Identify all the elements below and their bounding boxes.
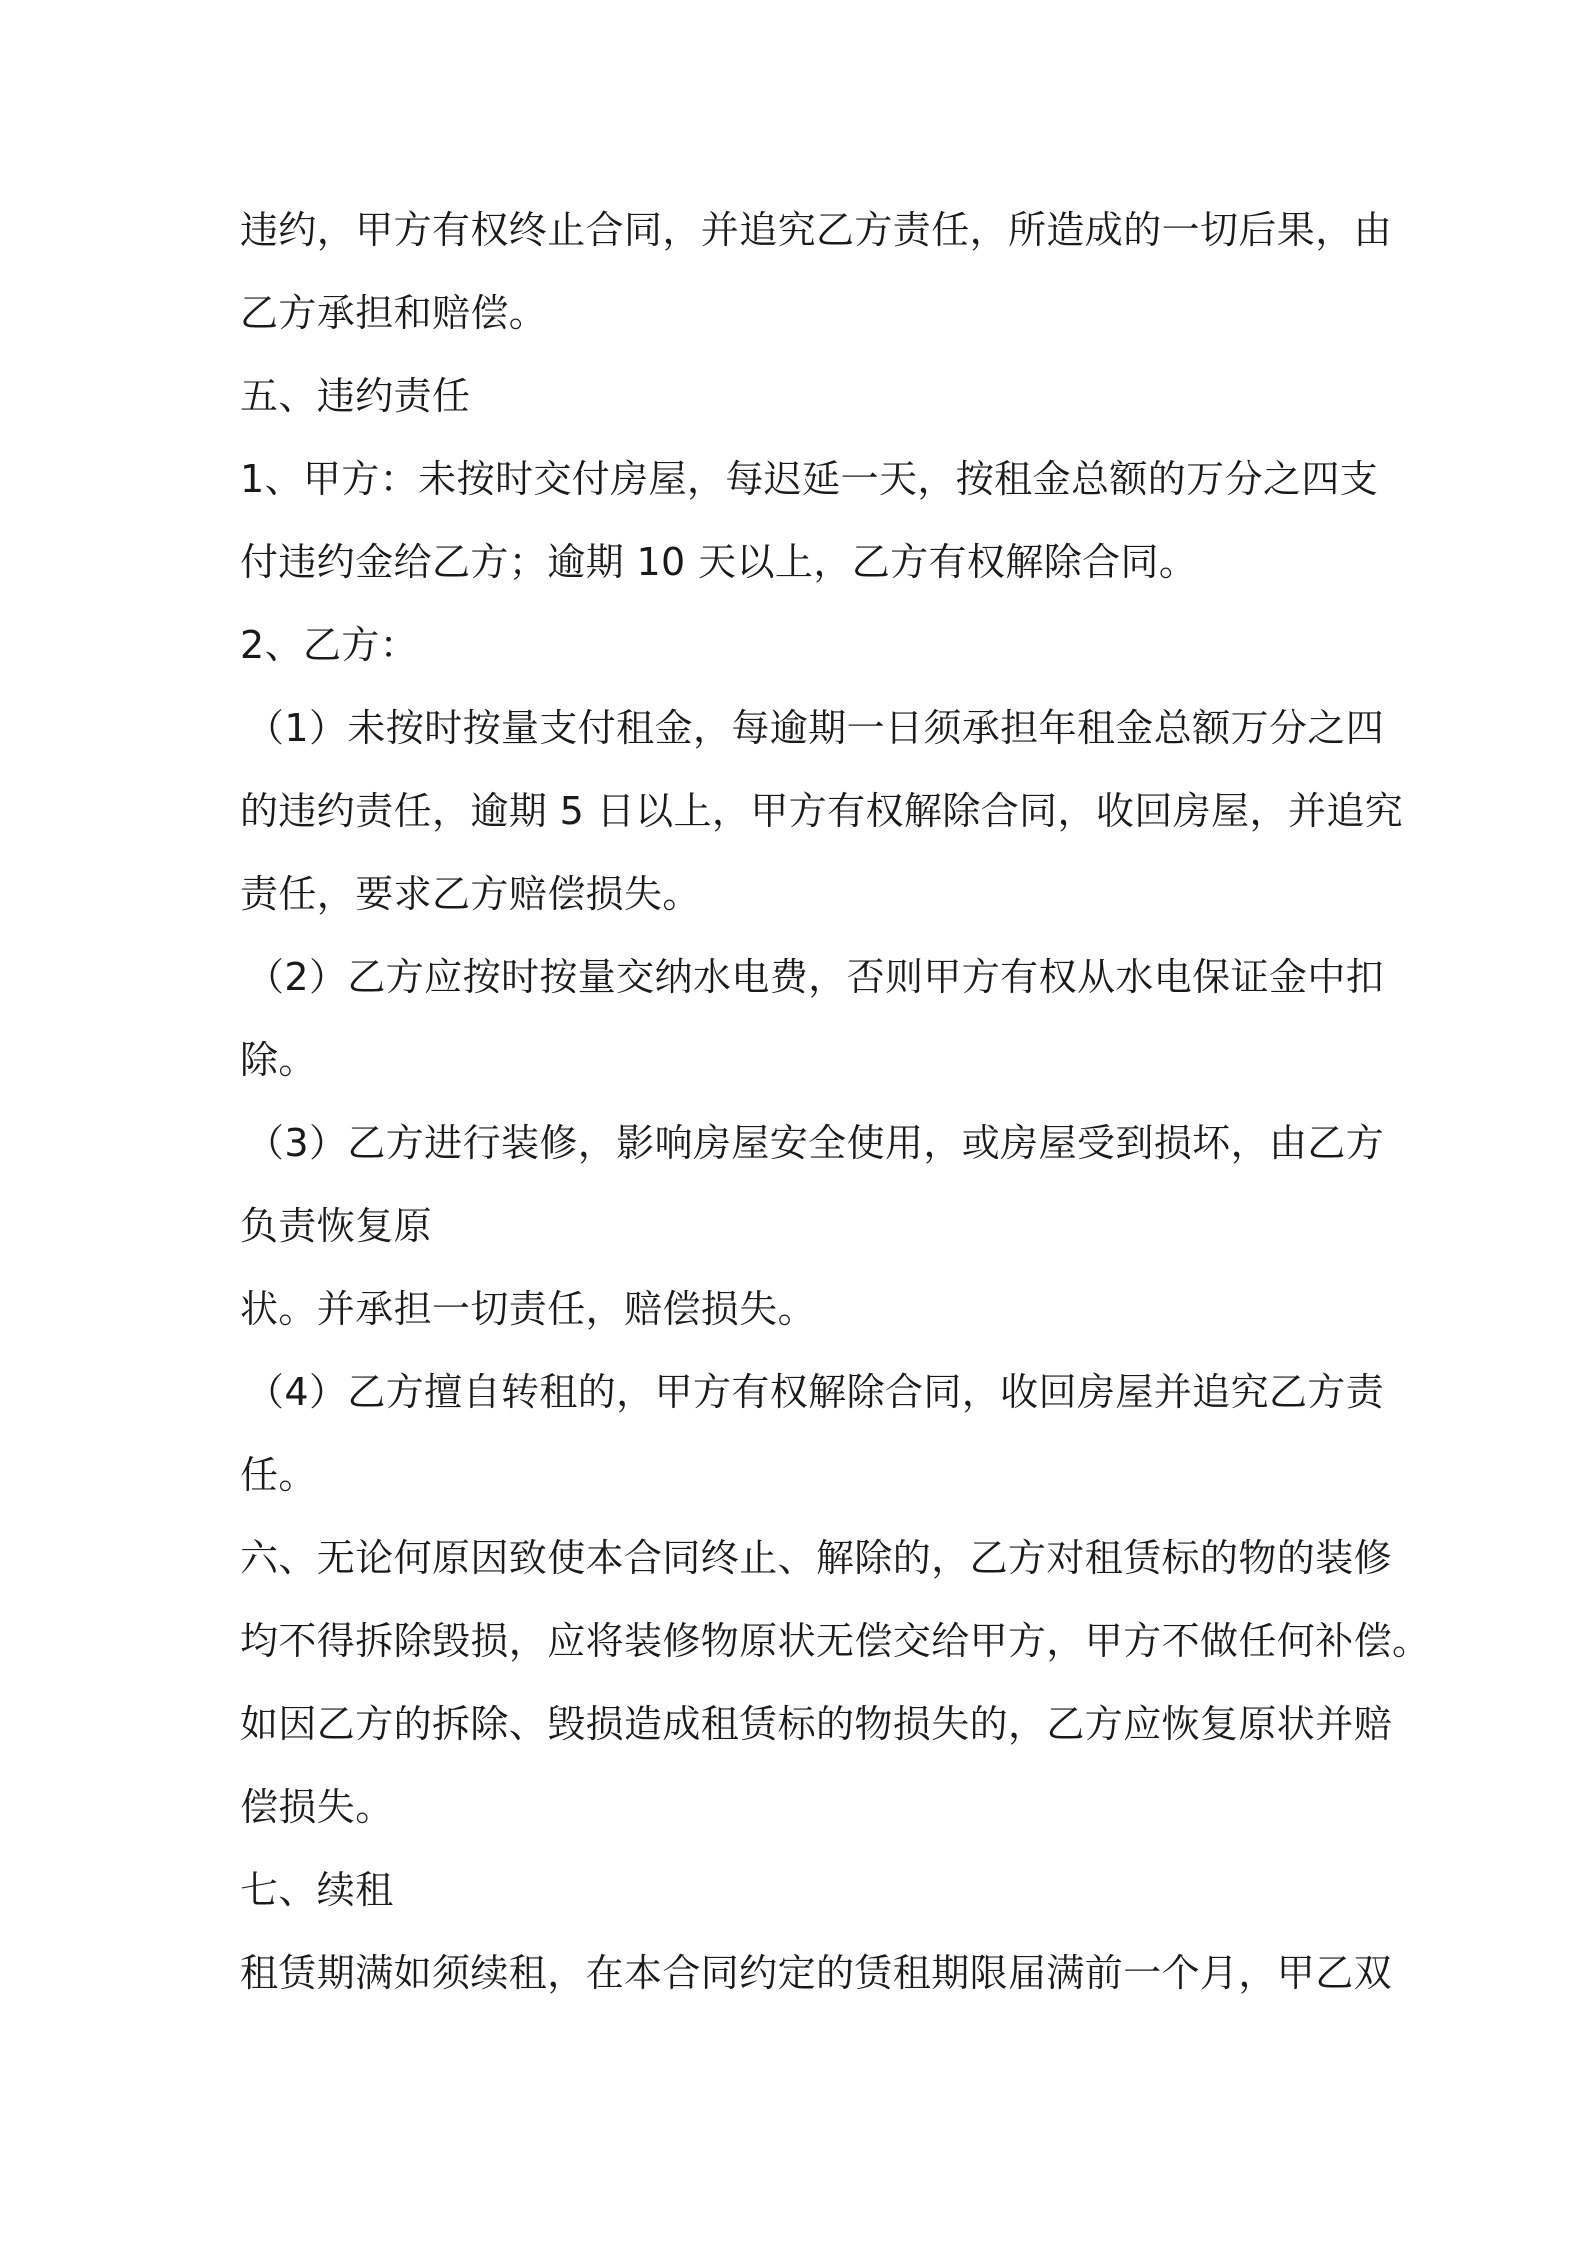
section-heading: 六、无论何原因致使本合同终止、解除的，乙方对租赁标的物的装修 <box>240 1536 1393 1580</box>
text-line: 除。 <box>240 1038 317 1082</box>
text-line: 租赁期满如须续租，在本合同约定的赁租期限届满前一个月，甲乙双 <box>240 1951 1393 1995</box>
text-line: 违约，甲方有权终止合同，并追究乙方责任，所造成的一切后果，由 <box>240 208 1393 252</box>
text-line: （4）乙方擅自转租的，甲方有权解除合同，收回房屋并追究乙方责 <box>246 1370 1385 1414</box>
text-line: 1、甲方：未按时交付房屋，每迟延一天，按租金总额的万分之四支 <box>240 457 1379 501</box>
text-line: 均不得拆除毁损，应将装修物原状无偿交给甲方，甲方不做任何补偿。 <box>240 1619 1431 1663</box>
text-line: （1）未按时按量支付租金，每逾期一日须承担年租金总额万分之四 <box>246 706 1385 750</box>
section-heading: 七、续租 <box>240 1868 394 1912</box>
text-line: 的违约责任，逾期 5 日以上，甲方有权解除合同，收回房屋，并追究 <box>240 789 1404 833</box>
text-line: 负责恢复原 <box>240 1204 433 1248</box>
text-line: 付违约金给乙方；逾期 10 天以上，乙方有权解除合同。 <box>240 540 1198 584</box>
text-line: 状。并承担一切责任，赔偿损失。 <box>240 1287 817 1331</box>
text-line: 偿损失。 <box>240 1785 394 1829</box>
text-line: （2）乙方应按时按量交纳水电费，否则甲方有权从水电保证金中扣 <box>246 955 1385 999</box>
text-line: （3）乙方进行装修，影响房屋安全使用，或房屋受到损坏，由乙方 <box>246 1121 1385 1165</box>
text-line: 乙方承担和赔偿。 <box>240 291 548 335</box>
text-line: 2、乙方： <box>240 623 419 667</box>
text-line: 如因乙方的拆除、毁损造成租赁标的物损失的，乙方应恢复原状并赔 <box>240 1702 1393 1746</box>
text-line: 责任，要求乙方赔偿损失。 <box>240 872 701 916</box>
section-heading: 五、违约责任 <box>240 374 471 418</box>
text-line: 任。 <box>240 1453 317 1497</box>
